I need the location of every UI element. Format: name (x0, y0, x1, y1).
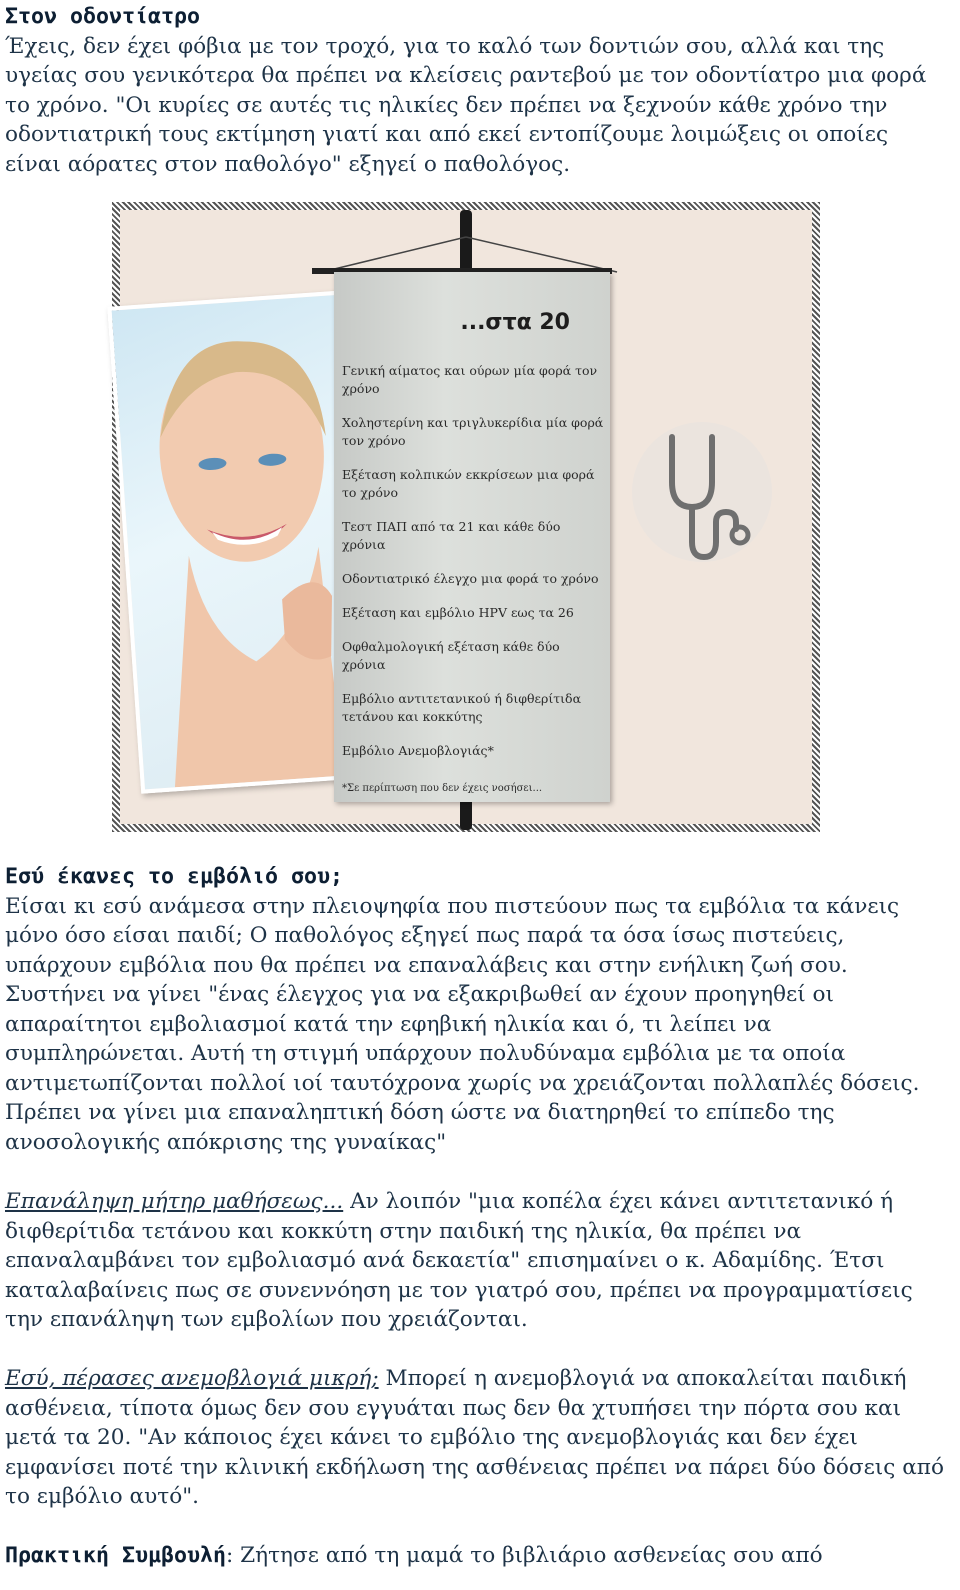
section-heading: Στον οδοντίατρο (5, 4, 201, 29)
section-lead: Πρακτική Συμβουλή (5, 1543, 227, 1568)
section-heading: Εσύ έκανες το εμβόλιό σου; (5, 864, 344, 889)
checklist-item: Εξέταση και εμβόλιο HPV εως τα 26 (342, 605, 574, 620)
section-lead: Επανάληψη μήτηρ μαθήσεως... (5, 1189, 344, 1214)
section-chickenpox (5, 1364, 950, 1512)
banner-title: ...στα 20 (460, 310, 570, 335)
checklist-item: Εξέταση κολπικών εκκρίσεων μια φορά το χρόνο (342, 467, 595, 500)
section-body: Αν λοιπόν "μια κοπέλα έχει κάνει αντιτετανικό ή διφθερίτιδα τετάνου και κοκκύτη στην παιδική της ηλικία, θα πρέπει να επαναλαμβάνει τον εμβολιασμό ανά δεκαετία" επισημαίνει ο κ. Αδαμίδης. Έτσι καταλαβαίνεις πως σε συνεννόηση με τον γιατρό σου, πρέπει να προγραμματίσεις την επανάληψη των εμβολίων που χρειάζονται. (5, 1189, 913, 1332)
section-body: Έχεις, δεν έχει φόβια με τον τροχό, για το καλό των δοντιών σου, αλλά και της υγείας σου γενικότερα θα πρέπει να κλείσεις ραντεβού με τον οδοντίατρο μια φορά το χρόνο. "Οι κυρίες σε αυτές τις ηλικίες δεν πρέπει να ξεχνούν κάθε χρόνο την οδοντιατρική τους εκτίμηση γιατί και από εκεί εντοπίζουμε λοιμώξεις οι οποίες είναι αόρατες στον παθολόγο" εξηγεί ο παθολόγος. (5, 33, 927, 177)
section-lead: Εσύ, πέρασες ανεμοβλογιά μικρή; (5, 1366, 379, 1391)
checkup-infographic (112, 202, 820, 832)
section-dentist (5, 2, 950, 179)
section-vaccine (5, 862, 950, 1157)
checklist-item: Γενική αίματος και ούρων μία φορά τον χρόνο (342, 363, 598, 396)
checklist-item: Οφθαλμολογική εξέταση κάθε δύο χρόνια (342, 639, 560, 672)
section-tip (5, 1541, 950, 1571)
checklist-item: Τεστ ΠΑΠ από τα 21 και κάθε δύο χρόνια (342, 519, 561, 552)
section-repeat (5, 1187, 950, 1335)
section-body: Μπορεί η ανεμοβλογιά να αποκαλείται παιδική ασθένεια, τίποτα όμως δεν σου εγγυάται πως δεν θα χτυπήσει την πόρτα σου και μετά τα 20. "Αν κάποιος έχει κάνει το εμβόλιο της ανεμοβλογιάς και δεν έχει εμφανίσει ποτέ την κλινική εκδήλωση της ασθένειας πρέπει να πάρει δύο δόσεις από το εμβόλιο αυτό". (5, 1366, 944, 1509)
section-body: : Ζήτησε από τη μαμά το βιβλιάριο ασθενείας σου από (226, 1543, 823, 1568)
checklist-item: Εμβόλιο αντιτετανικού ή διφθερίτιδα τετάνου και κοκκύτης (342, 691, 582, 724)
checklist-banner (334, 272, 610, 802)
footnote: *Σε περίπτωση που δεν έχεις νοσήσει... (342, 783, 543, 794)
checklist-item: Χοληστερίνη και τριγλυκερίδια μία φορά τον χρόνο (342, 415, 604, 448)
checklist-item: Οδοντιατρικό έλεγχο μια φορά το χρόνο (342, 571, 599, 586)
stethoscope-icon (632, 407, 782, 577)
section-body: Είσαι κι εσύ ανάμεσα στην πλειοψηφία που πιστεύουν πως τα εμβόλια τα κάνεις μόνο όσο είσαι παιδί; Ο παθολόγος εξηγεί πως παρά τα όσα ίσως πιστεύεις, υπάρχουν εμβόλια που θα πρέπει να επαναλάβεις και στην ενήλικη ζωή σου. Συστήνει να γίνει "ένας έλεγχος για να εξακριβωθεί αν έχουν προηγηθεί οι απαραίτητοι εμβολιασμοί κατά την εφηβική ηλικία και ό, τι λείπει να συμπληρώνεται. Αυτή τη στιγμή υπάρχουν πολυδύναμα εμβόλια με τα οποία αντιμετωπίζονται πολλοί ιοί ταυτόχρονα χωρίς να χρειάζονται πολλαπλές δόσεις. Πρέπει να γίνει μια επαναληπτική δόση ώστε να διατηρηθεί το επίπεδο της ανοσολογικής απόκρισης της γυναίκας" (5, 893, 920, 1155)
checklist-item: Εμβόλιο Ανεμοβλογιάς* (342, 743, 494, 758)
checklist (342, 362, 604, 776)
